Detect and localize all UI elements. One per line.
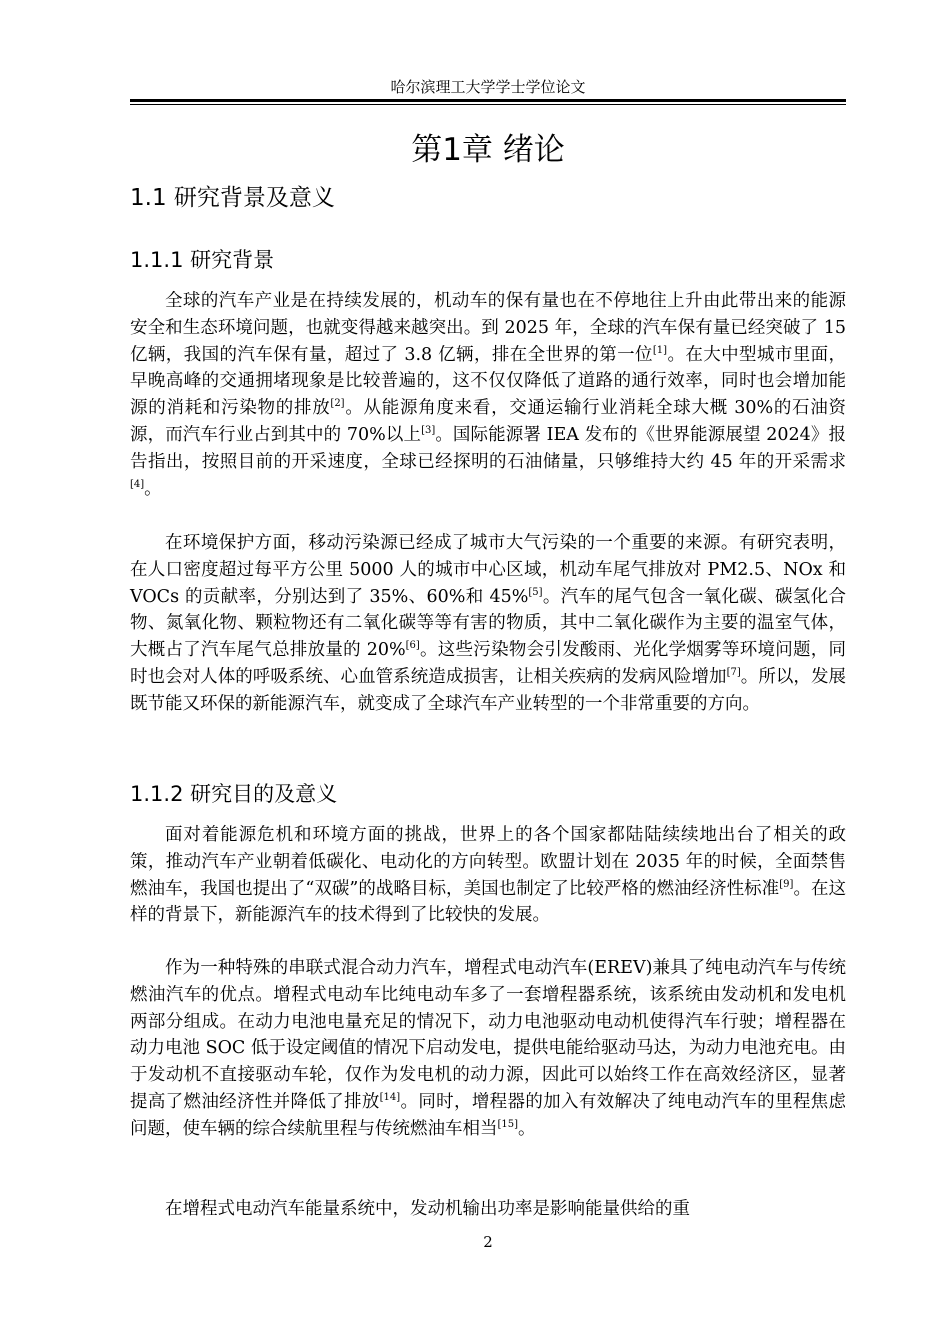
- paragraph-text: 。: [144, 478, 162, 499]
- citation-ref: [6]: [405, 640, 420, 652]
- page-number: 2: [483, 1233, 493, 1251]
- citation-ref: [7]: [726, 667, 741, 679]
- paragraph-text: 。从能源角度来看，交通运输行业消耗全球大概 30%的石油资源，而汽车行业占到其中的 70%以上: [130, 398, 846, 445]
- header-rule-thin: [130, 104, 846, 105]
- subsection-heading-1-1-2: 1.1.2 研究目的及意义: [130, 782, 338, 806]
- paragraph-text: 在增程式电动汽车能量系统中，发动机输出功率是影响能量供给的重: [165, 1199, 690, 1219]
- header-rule-thick: [130, 99, 846, 102]
- citation-ref: [5]: [528, 586, 543, 598]
- paragraph-purpose-policy: [130, 822, 846, 929]
- subsection-heading-1-1-1: 1.1.1 研究背景: [130, 248, 275, 272]
- chapter-title: 第1章 绪论: [411, 132, 565, 168]
- citation-ref: [14]: [379, 1092, 401, 1104]
- citation-ref: [2]: [330, 398, 345, 410]
- paragraph-text: 面对着能源危机和环境方面的挑战，世界上的各个国家都陆陆续续地出台了相关的政策，推动汽车产业朝着低碳化、电动化的方向转型。欧盟计划在 2035 年的时候，全面禁售燃油车，我国也提出了“双碳”的战略目标，美国也制定了比较严格的燃油经济性标准: [130, 825, 846, 899]
- running-header: 哈尔滨理工大学学士学位论文: [390, 78, 586, 96]
- paragraph-text: 。所以，发展既节能又环保的新能源汽车，就变成了全球汽车产业转型的一个非常重要的方向。: [130, 666, 847, 714]
- paragraph-purpose-engine: [130, 1196, 846, 1223]
- citation-ref: [4]: [130, 478, 145, 490]
- paragraph-background-environment: [130, 530, 846, 718]
- citation-ref: [15]: [497, 1118, 519, 1130]
- paragraph-text: 。在这样的背景下，新能源汽车的技术得到了比较快的发展。: [130, 878, 847, 926]
- paragraph-text: 。国际能源署 IEA 发布的《世界能源展望 2024》报告指出，按照目前的开采速度，全球已经探明的石油储量，只够维持大约 45 年的开采需求: [130, 424, 846, 472]
- paragraph-text: 。同时，增程器的加入有效解决了纯电动汽车的里程焦虑问题，使车辆的综合续航里程与传统燃油车相当: [130, 1091, 846, 1139]
- citation-ref: [1]: [652, 344, 668, 356]
- paragraph-background-energy: [130, 288, 846, 502]
- paragraph-text: 作为一种特殊的串联式混合动力汽车，增程式电动汽车(EREV)兼具了纯电动汽车与传统燃油汽车的优点。增程式电动车比纯电动车多了一套增程器系统，该系统由发动机和发电机两部分组成。在动力电池电量充足的情况下，动力电池驱动电动机使得汽车行驶；增程器在动力电池 SOC 低于设定阈值的情况下启动发电，提供电能给驱动马达，为动力电池充电。由于发动机不直接驱动车轮，仅作为发电机的动力源，因此可以始终工作在高效经济区，显著提高了燃油经济性并降低了排放: [130, 958, 846, 1112]
- section-heading-1-1: 1.1 研究背景及意义: [130, 185, 335, 211]
- paragraph-text: 。在大中型城市里面，早晚高峰的交通拥堵现象是比较普遍的，这不仅仅降低了道路的通行效率，同时也会增加能源的消耗和污染物的排放: [130, 344, 847, 419]
- paragraph-purpose-erev: [130, 955, 846, 1143]
- paragraph-text: 全球的汽车产业是在持续发展的，机动车的保有量也在不停地往上升由此带出来的能源安全和生态环境问题，也就变得越来越突出。到 2025 年，全球的汽车保有量已经突破了 15 亿辆，我国的汽车保有量，超过了 3.8 亿辆，排在全世界的第一位: [130, 291, 846, 365]
- citation-ref: [3]: [421, 425, 436, 437]
- citation-ref: [9]: [779, 878, 794, 890]
- paragraph-text: 。这些污染物会引发酸雨、光化学烟雾等环境问题，同时也会对人体的呼吸系统、心血管系统造成损害，让相关疾病的发病风险增加: [130, 640, 846, 687]
- paragraph-text: 。汽车的尾气包含一氧化碳、碳氢化合物、氮氧化物、颗粒物还有二氧化碳等等有害的物质，其中二氧化碳作为主要的温室气体，大概占了汽车尾气总排放量的 20%: [130, 586, 846, 661]
- paragraph-text: 。: [518, 1118, 536, 1139]
- paragraph-text: 在环境保护方面，移动污染源已经成了城市大气污染的一个重要的来源。有研究表明，在人口密度超过每平方公里 5000 人的城市中心区域，机动车尾气排放对 PM2.5、NOx 和 VOCs 的贡献率，分别达到了 35%、60%和 45%: [130, 533, 846, 607]
